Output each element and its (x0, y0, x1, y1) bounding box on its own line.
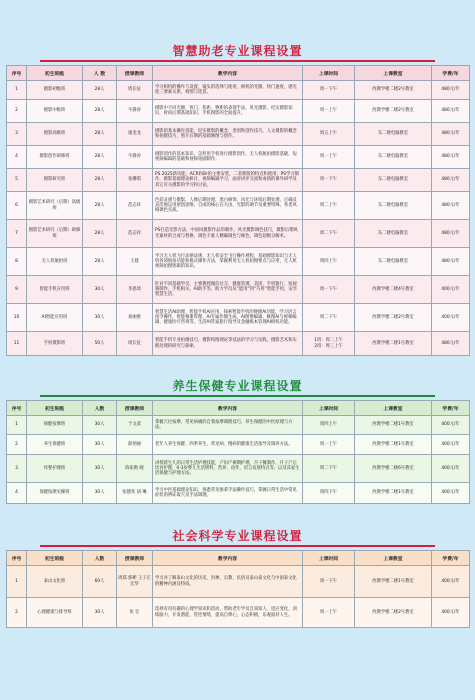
class-name: 手机摄影班 (27, 332, 83, 356)
teacher-name: 康金龙 (117, 123, 153, 146)
row-number: 4 (7, 146, 27, 169)
classroom: 西教学楼二楼1号教室 (355, 332, 432, 356)
class-time: 周四下午 (303, 483, 355, 504)
class-time: 1班：周二上午 2班：周三上午 (303, 332, 355, 356)
course-content: 智能手机专业拍摄技巧，摄影构图理论等技法的学习与实践，摄影艺术和实践处理的研究与探索。 (153, 332, 303, 356)
student-count: 30人 (83, 416, 117, 435)
class-time: 周四上午 (303, 248, 355, 276)
course-content: 学习相机的操作与设置、镜头的选择与使用，相机的光圈、快门速度、感光度三要素关系，构图与选景。 (153, 81, 303, 100)
student-count: 30人 (83, 276, 117, 304)
classroom: 西教学楼二楼2号教室 (355, 81, 432, 100)
class-time: 周五上午 (303, 123, 355, 146)
student-count: 30人 (83, 483, 117, 504)
student-count: 28人 (83, 248, 117, 276)
student-count: 28人 (83, 220, 117, 248)
course-content: 学习并了解泰山文化的历史、封禅、宗教、民俗及泰山泰文化与中国泰文化的精神内涵及特质。 (153, 566, 303, 598)
tuition: 480元/年 (432, 248, 470, 276)
teacher-name: 牛静涛 (117, 100, 153, 123)
column-header: 授课教师 (117, 401, 153, 416)
title-underline (40, 60, 435, 62)
classroom: 西教学楼二楼2号教室 (355, 304, 432, 332)
class-name: 摄影高级班 (27, 123, 83, 146)
teacher-name: 范志祥 (117, 192, 153, 220)
teacher-name: 周长征 (117, 81, 153, 100)
table-social-science (6, 550, 470, 628)
row-number: 1 (7, 81, 27, 100)
class-time: 周一下午 (303, 566, 355, 598)
tuition: 480元/年 (432, 123, 470, 146)
class-time: 周四上午 (303, 416, 355, 435)
row-number: 4 (7, 483, 27, 504)
tuition: 400元/年 (432, 566, 470, 598)
class-time: 周二上午 (303, 192, 355, 220)
student-count: 30人 (83, 435, 117, 455)
teacher-name: 李思琦 (117, 276, 153, 304)
student-count: 60人 (83, 566, 117, 598)
row-number: 6 (7, 192, 27, 220)
tuition: 400元/年 (432, 435, 470, 455)
class-name: 摄影初级班 (27, 81, 83, 100)
course-content: 讲授新生儿的日常生活护理技能，产妇产褥期护理，月子餐制作，月子产后饮食护理，0-3岁婴儿生活照料，营养、动作、语言发展特点等，以及其家生活保健与护理方法。 (153, 455, 303, 483)
classroom: 东二楼电脑教室 (355, 169, 432, 192)
row-number: 3 (7, 455, 27, 483)
row-number: 2 (7, 100, 27, 123)
course-content: 学习中医基础理论知识，熟悉常见推拿手法操作技巧，掌握日常生活中常见症状的辨证取穴及手法调理。 (153, 483, 303, 504)
tuition: 400元/年 (432, 483, 470, 504)
tuition: 480元/年 (432, 169, 470, 192)
row-number: 11 (7, 332, 27, 356)
classroom: 东二楼电脑教室 (355, 220, 432, 248)
course-content: 老年人养生保健、四季养生、常见病、慢病的健康生活指导及调养方法。 (153, 435, 303, 455)
table-row (7, 598, 470, 628)
teacher-name: 张姗琪 (117, 169, 153, 192)
column-header: 教学内容 (153, 66, 303, 81)
table-row (7, 248, 470, 276)
column-header: 上课教室 (355, 66, 432, 81)
course-content: 摄影创作的基本知识，怎样用手机进行摄影创作，无人机航拍摄影基础，短视频编辑的基础和视频短剧制作。 (153, 146, 303, 169)
course-content: 针对不同基础学员，主要教授微信社交、健康管理、美团、手机银行、短视频制作、手机相关、AI助手等，助力学员从“能用”到“巧用”智能手机，安享智慧生活。 (153, 276, 303, 304)
column-header: 上课教室 (355, 551, 432, 566)
tuition: 480元/年 (432, 220, 470, 248)
student-count: 30人 (83, 455, 117, 483)
class-name: 母婴护理班 (27, 455, 83, 483)
course-content: PS打造光影方法，中国风摄影作品的制作，风光摄影调色技巧，摄影后期风光素材的合成与替换，调色不准人精确调色与修色，调色超级分解术。 (153, 220, 303, 248)
table-row (7, 332, 470, 356)
column-header: 初生班级 (27, 66, 83, 81)
section-title-smart-elderly: 智慧助老专业课程设置 (172, 44, 303, 58)
row-number: 2 (7, 598, 27, 628)
table-health (6, 400, 470, 504)
teacher-name: 刘丽惠 (117, 304, 153, 332)
course-content: 色彩灵感与摄影，人像后期处理，黑白修饰，风光与环境后期处理，正确及灵活地运用原创思维，自成的核心在大由，光影的调节及重要特殊，各类风格调色实战。 (153, 192, 303, 220)
row-number: 1 (7, 416, 27, 435)
column-header: 人数 (83, 551, 117, 566)
column-header: 授课教师 (117, 551, 153, 566)
student-count: 28人 (83, 100, 117, 123)
class-name: 保健按摩班 (27, 416, 83, 435)
column-header: 上课时间 (303, 551, 355, 566)
course-content: 选择有用有趣的心理学知识和活动，帮助老年学员自知知人，适应变化，训练脑力，开发潜能，管控情绪，提高自尊心，心态积极，乐观面对人生。 (153, 598, 303, 628)
table-row (7, 220, 470, 248)
row-number: 7 (7, 220, 27, 248)
section-title-social-science: 社会科学专业课程设置 (172, 529, 303, 543)
tuition: 480元/年 (432, 100, 470, 123)
course-content: 摄影的基本操作技能，纪实摄影的概念、类别和创作技巧，人文摄影的概念和拍摄技巧，照片后期的基础修图与创作。 (153, 123, 303, 146)
classroom: 西教学楼二楼6号教室 (355, 455, 432, 483)
course-content: 智慧生活AI助理、智能手机AI应用、探索智能手机的便捷AI功能，学习语言指令操作，智能相册管理、AI专属作偶生成，AI图像编辑、修图AI与视频编辑、健康医疗咨询等，生活AI管家旅行指导及金融账本管理AI相机功能。 (153, 304, 303, 332)
course-content: 学习无人机飞行法律法规，无人机安全飞行操作规程，基础摄影知识与无人机各项航拍功能和模式操作方法，掌握利用无人机拍摄要点与应用，无人机视频拍摄剪辑的知识。 (153, 248, 303, 276)
classroom: 西教学楼二楼1号教室 (355, 435, 432, 455)
tuition: 400元/年 (432, 304, 470, 332)
student-count: 28人 (83, 169, 117, 192)
classroom: 东二楼电脑教室 (355, 248, 432, 276)
teacher-name: 张德兆 胡 琳 (117, 483, 153, 504)
teacher-name: 周长征 (117, 332, 153, 356)
classroom: 东二楼电脑教室 (355, 123, 432, 146)
class-time: 周一下午 (303, 81, 355, 100)
column-header: 初生班级 (27, 401, 83, 416)
class-time: 周一上午 (303, 146, 355, 169)
column-header: 学费/年 (432, 401, 470, 416)
column-header: 人 数 (83, 66, 117, 81)
class-name: 心理健康与排导班 (27, 598, 83, 628)
teacher-name: 王建 (117, 248, 153, 276)
course-content: 摄影中不同光圈、快门、焦距、物距的表现手法，风光摄影、纪实摄影知识，时尚后期基础知识，手机摄影的全面提升。 (153, 100, 303, 123)
column-header: 上课时间 (303, 66, 355, 81)
teacher-name: 周郑 郭彬 王子正宏华 (117, 566, 153, 598)
table-row (7, 435, 470, 455)
column-header: 序号 (7, 66, 27, 81)
course-content: PS 2025新功能，ACR和Br的主要安装，二者新版的特点和使用；PS学习制作，摄影基础理论研讨，视频编辑学习，面对讲评交流和成绩的课外研学及其它有关摄影的学习和讨论。 (153, 169, 303, 192)
classroom: 西教学楼二楼1号教室 (355, 416, 432, 435)
column-header: 教学内容 (153, 551, 303, 566)
column-header: 序号 (7, 401, 27, 416)
class-time: 周一上午 (303, 598, 355, 628)
class-name: 无人机航拍班 (27, 248, 83, 276)
teacher-name: 范志祥 (117, 220, 153, 248)
class-name: 摄影艺术研究（后期）研修班 (27, 220, 83, 248)
class-name: 泰山文化班 (27, 566, 83, 598)
column-header: 初生班级 (27, 551, 83, 566)
tuition: 400元/年 (432, 455, 470, 483)
teacher-name: 张 宏 (117, 598, 153, 628)
class-name: 保健按摩实操班 (27, 483, 83, 504)
class-time: 周二下午 (303, 455, 355, 483)
table-row (7, 416, 470, 435)
class-name: 摄影中级班 (27, 100, 83, 123)
row-number: 9 (7, 276, 27, 304)
class-name: 智能手机应用班 (27, 276, 83, 304)
class-time: 周一下午 (303, 169, 355, 192)
column-header: 学费/年 (432, 551, 470, 566)
student-count: 28人 (83, 192, 117, 220)
table-row (7, 192, 470, 220)
tuition: 400元/年 (432, 416, 470, 435)
table-row (7, 169, 470, 192)
class-name: 摄影研究班 (27, 169, 83, 192)
tuition: 480元/年 (432, 146, 470, 169)
classroom: 西教学楼二楼4号教室 (355, 276, 432, 304)
teacher-name: 薛炳丽 (117, 435, 153, 455)
class-time: 周二下午 (303, 304, 355, 332)
table-row (7, 276, 470, 304)
tuition: 400元/年 (432, 276, 470, 304)
teacher-name: 陈张勋 晓 (117, 455, 153, 483)
teacher-name: 牛静涛 (117, 146, 153, 169)
student-count: 30人 (83, 598, 117, 628)
tuition: 480元/年 (432, 81, 470, 100)
column-header: 上课时间 (303, 401, 355, 416)
table-row (7, 455, 470, 483)
class-time: 周二下午 (303, 220, 355, 248)
student-count: 28人 (83, 146, 117, 169)
column-header: 授课教师 (117, 66, 153, 81)
classroom: 西教学楼二楼1号教室 (355, 483, 432, 504)
student-count: 30人 (83, 304, 117, 332)
title-underline (40, 395, 435, 397)
row-number: 10 (7, 304, 27, 332)
course-content: 掌握穴位按摩，常见病痛的自我按摩调理技巧，养生保健的中医原理与方法。 (153, 416, 303, 435)
column-header: 人数 (83, 401, 117, 416)
column-header: 学费/年 (432, 66, 470, 81)
class-name: 摄影创作研修班 (27, 146, 83, 169)
table-smart-elderly (6, 65, 470, 356)
tuition: 480元/年 (432, 192, 470, 220)
class-name: 摄影艺术研究（后期）高级班 (27, 192, 83, 220)
table-row (7, 483, 470, 504)
column-header: 序号 (7, 551, 27, 566)
row-number: 3 (7, 123, 27, 146)
class-name: 养生保健班 (27, 435, 83, 455)
classroom: 东二楼电脑教室 (355, 192, 432, 220)
student-count: 28人 (83, 81, 117, 100)
column-header: 上课教室 (355, 401, 432, 416)
tuition: 400元/年 (432, 598, 470, 628)
classroom: 西教学楼二楼2号教室 (355, 598, 432, 628)
section-title-health: 养生保健专业课程设置 (172, 379, 303, 393)
table-row (7, 304, 470, 332)
classroom: 东二楼电脑教室 (355, 146, 432, 169)
row-number: 5 (7, 169, 27, 192)
teacher-name: 于文武 (117, 416, 153, 435)
row-number: 1 (7, 566, 27, 598)
column-header: 教学内容 (153, 401, 303, 416)
table-row (7, 100, 470, 123)
classroom: 西教学楼二楼1号教室 (355, 566, 432, 598)
class-time: 周一上午 (303, 100, 355, 123)
classroom: 西教学楼二楼2号教室 (355, 100, 432, 123)
row-number: 2 (7, 435, 27, 455)
class-time: 周一下午 (303, 276, 355, 304)
student-count: 28人 (83, 123, 117, 146)
class-time: 周一上午 (303, 435, 355, 455)
table-row (7, 81, 470, 100)
tuition: 480元/年 (432, 332, 470, 356)
title-underline (40, 545, 435, 547)
row-number: 8 (7, 248, 27, 276)
class-name: AI智能应用班 (27, 304, 83, 332)
table-row (7, 566, 470, 598)
table-row (7, 123, 470, 146)
table-row (7, 146, 470, 169)
student-count: 50人 (83, 332, 117, 356)
